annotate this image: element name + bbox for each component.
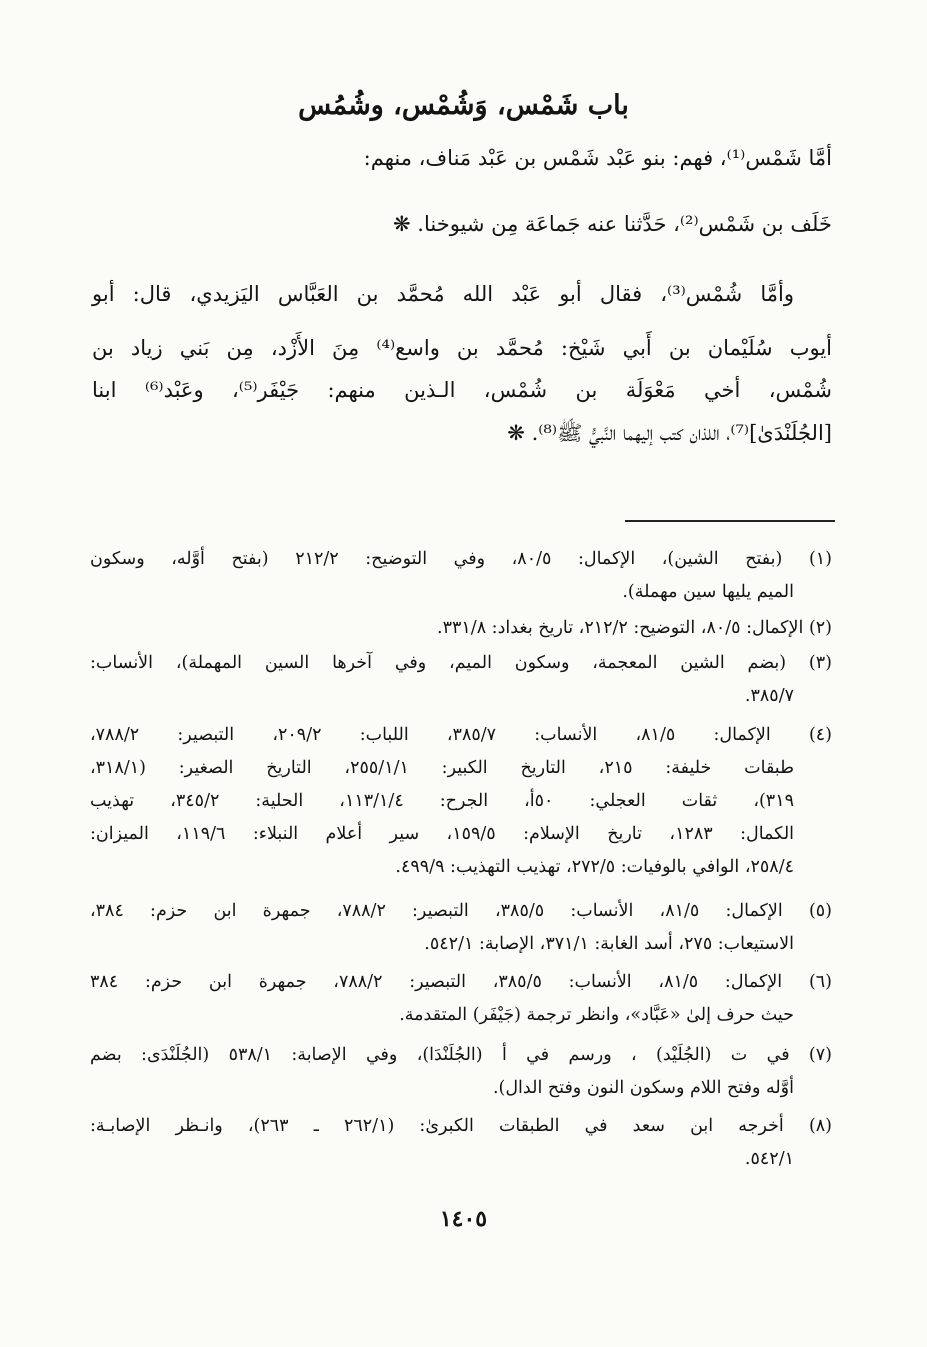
footnote-number: (٦) [808,972,832,992]
footnote-text: (بضم الشين المعجمة، وسكون الميم، وفي آخرها السين المهملة)، الأنساب: [90,653,787,673]
footnote-line: ٢٥٨/٤، الوافي بالوفيات: ٢٧٢/٥، تهذيب التهذيب: ٤٩٩/٩. [395,857,794,877]
footnote-4 [90,719,832,884]
footnote-text: (بفتح الشين)، الإكمال: ٨٠/٥، وفي التوضيح: ٢١٢/٢ (بفتح أوَّله، وسكون [90,549,783,569]
body-line-4: أيوب سُلَيْمان بن أَبي شَيْخ: مُحمَّد بن واسع⁽⁴⁾ مِنَ الأَزْد، مِن بَني زياد بن [92,336,832,360]
body-line-5: شُمْس، أخي مَعْوَلَة بن شُمْس، الـذين منهم: جَيْفَر⁽⁵⁾، وعَبْد⁽⁶⁾ ابنا [92,378,833,402]
footnote-line: ٥٤٢/١. [744,1149,794,1169]
footnote-line: طبقات خليفة: ٢١٥، التاريخ الكبير: ٢٥٥/١/١، التاريخ الصغير: (٣١٨/١، [90,758,795,778]
footnote-6 [90,966,832,1032]
chapter-heading: باب شَمْس، وَشُمْس، وشُمُس [298,90,629,121]
footnote-line: ٣١٩)، ثقات العجلي: ٥٠أ، الجرح: ١١٣/١/٤، الحلية: ٣٤٥/٢، تهذيب [90,791,794,811]
footnote-number: (٢) [808,618,832,638]
footnote-5 [90,895,832,961]
footnote-line [90,612,832,645]
footnote-line: ٣٨٥/٧. [744,686,794,706]
footnote-1 [90,543,832,609]
footnote-text: الإكمال: ٨١/٥، الأنساب: ٣٨٥/٥، التبصير: ٧٨٨/٢، جمهرة ابن حزم: ٣٨٤ [90,972,783,992]
footnote-line: أوَّله وفتح اللام وسكون النون وفتح الدال). [492,1078,794,1098]
footnote-text: في ت (الجُلَيْد) ، ورسم في أ (الجُلَنْدَا)، وفي الإصابة: ٥٣٨/١ (الجُلَنْدَى: بضم [90,1045,790,1065]
footnote-line: الكمال: ١٢٨٣، تاريخ الإسلام: ١٥٩/٥، سير أعلام النبلاء: ١١٩/٦، الميزان: [90,824,795,844]
footnote-line: حيث حرف إلىٰ «عَبَّاد»، وانظر ترجمة (جَيْفَر) المتقدمة. [399,1005,794,1025]
footnote-line: الميم يليها سين مهملة). [622,582,794,602]
footnote-text: الإكمال: ٨١/٥، الأنساب: ٣٨٥/٥، التبصير: ٧٨٨/٢، جمهرة ابن حزم: ٣٨٤، [90,901,783,921]
footnote-7 [90,1039,832,1105]
footnote-text: أخرجه ابن سعد في الطبقات الكبرىٰ: (٢٦٢/١ ـ ٢٦٣)، وانـظر الإصابـة: [90,1116,784,1136]
footnote-number: (٥) [808,901,832,921]
footnote-number: (٨) [808,1116,832,1136]
footnote-text: الإكمال: ٨١/٥، الأنساب: ٣٨٥/٧، اللباب: ٢٠٩/٢، التبصير: ٧٨٨/٢، [90,725,771,745]
footnote-3 [90,647,832,713]
footnote-line [90,895,832,928]
footnote-line [90,543,832,576]
footnote-separator [625,520,835,522]
page-number: ١٤٠٥ [439,1206,488,1232]
footnote-number: (٧) [808,1045,832,1065]
footnote-line [90,1110,832,1143]
footnote-number: (٣) [808,653,832,673]
footnote-number: (٤) [808,725,832,745]
body-line-3: وأمَّا شُمْس⁽³⁾، فقال أبو عَبْد الله مُحمَّد بن العَبَّاس اليَزيدي، قال: أبو [92,282,794,306]
body-line-1: أمَّا شَمْس⁽¹⁾، فهم: بنو عَبْد شَمْس بن عَبْد مَناف، منهم: [363,146,832,170]
footnote-text: الإكمال: ٨٠/٥، التوضيح: ٢١٢/٢، تاريخ بغداد: ٣٣١/٨. [437,618,804,638]
footnote-8 [90,1110,832,1176]
footnote-line [90,647,832,680]
footnote-line [90,1039,832,1072]
body-line-6: [الجُلَنْدَىٰ]⁽⁷⁾، اللذان كتب إليهما النَّبيُّ ﷺ⁽⁸⁾. ❋ [507,421,832,445]
footnote-2 [90,612,832,645]
footnote-line: الاستيعاب: ٢٧٥، أسد الغابة: ٣٧١/١، الإصابة: ٥٤٢/١. [424,934,794,954]
footnote-line [90,719,832,752]
body-line-2: خَلَف بن شَمْس⁽²⁾، حَدَّثنا عنه جَماعَة مِن شيوخنا. ❋ [393,212,832,236]
footnote-number: (١) [808,549,832,569]
footnote-line [90,966,832,999]
